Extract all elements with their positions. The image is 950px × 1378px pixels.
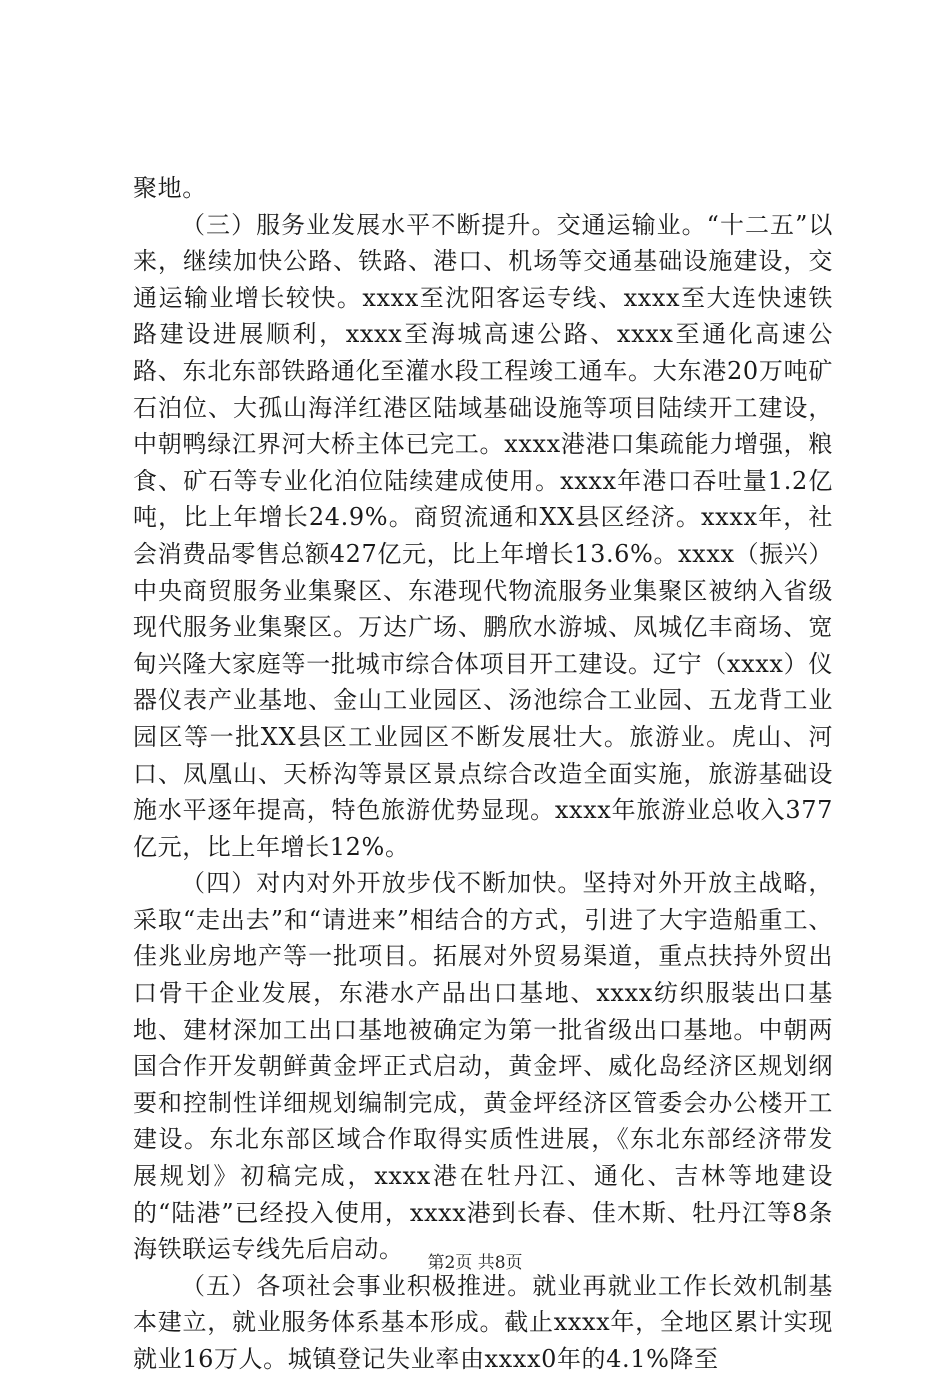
document-body: [133, 170, 833, 1378]
paragraph-opening-up: （四）对内对外开放步伐不断加快。坚持对外开放主战略，采取“走出去”和“请进来”相结合的方式，引进了大宇造船重工、佳兆业房地产等一批项目。拓展对外贸易渠道，重点扶持外贸出口骨干企业发展，东港水产品出口基地、xxxx纺织服装出口基地、建材深加工出口基地被确定为第一批省级出口基地。中朝两国合作开发朝鲜黄金坪正式启动，黄金坪、威化岛经济区规划纲要和控制性详细规划编制完成，黄金坪经济区管委会办公楼开工建设。东北东部区域合作取得实质性进展，《东北东部经济带发展规划》初稿完成，xxxx港在牡丹江、通化、吉林等地建设的“陆港”已经投入使用，xxxx港到长春、佳木斯、牡丹江等8条海铁联运专线先后启动。: [133, 869, 833, 1264]
paragraph-service-industry: （三）服务业发展水平不断提升。交通运输业。“十二五”以来，继续加快公路、铁路、港口、机场等交通基础设施建设，交通运输业增长较快。xxxx至沈阳客运专线、xxxx至大连快速铁路建设进展顺利，xxxx至海城高速公路、xxxx至通化高速公路、东北东部铁路通化至灌水段工程竣工通车。大东港20万吨矿石泊位、大孤山海洋红港区陆域基础设施等项目陆续开工建设，中朝鸭绿江界河大桥主体已完工。xxxx港港口集疏能力增强，粮食、矿石等专业化泊位陆续建成使用。xxxx年港口吞吐量1.2亿吨，比上年增长24.9%。商贸流通和XX县区经济。xxxx年，社会消费品零售总额427亿元，比上年增长13.6%。xxxx（振兴）中央商贸服务业集聚区、东港现代物流服务业集聚区被纳入省级现代服务业集聚区。万达广场、鹏欣水游城、凤城亿丰商场、宽甸兴隆大家庭等一批城市综合体项目开工建设。辽宁（xxxx）仪器仪表产业基地、金山工业园区、汤池综合工业园、五龙背工业园区等一批XX县区工业园区不断发展壮大。旅游业。虎山、河口、凤凰山、天桥沟等景区景点综合改造全面实施，旅游基础设施水平逐年提高，特色旅游优势显现。xxxx年旅游业总收入377亿元，比上年增长12%。: [133, 210, 833, 861]
paragraph-continuation: 聚地。: [133, 174, 207, 202]
paragraph-social-affairs: （五）各项社会事业积极推进。就业再就业工作长效机制基本建立，就业服务体系基本形成。截止xxxx年，全地区累计实现就业16万人。城镇登记失业率由xxxx0年的4.1%降至: [133, 1271, 833, 1373]
page-number-footer: 第2页 共8页: [427, 1253, 523, 1273]
